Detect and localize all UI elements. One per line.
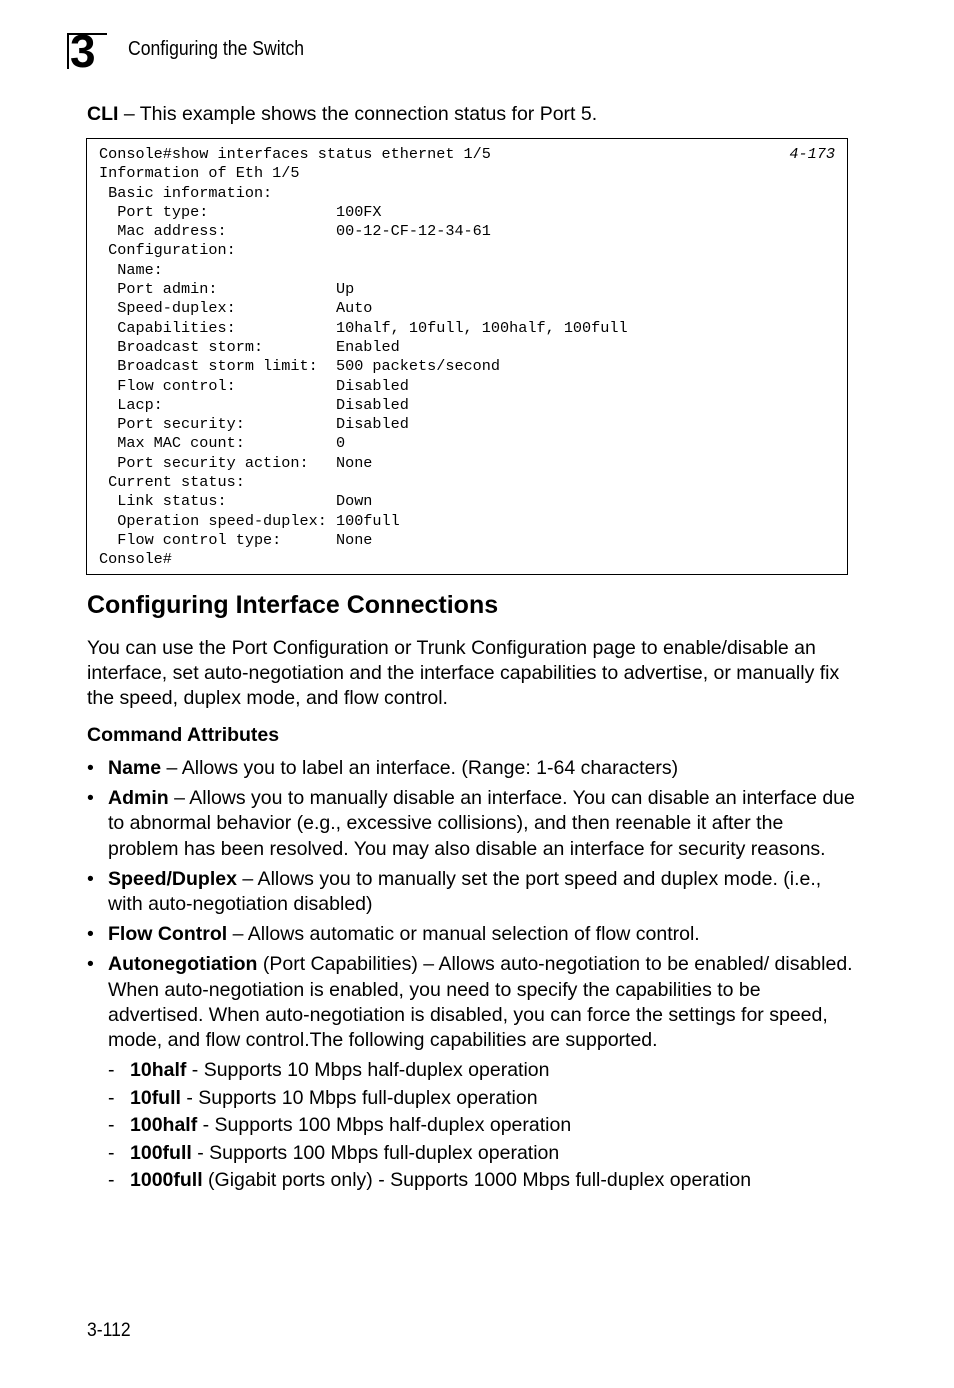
code-line: Capabilities: 10half, 10full, 100half, 100full bbox=[117, 318, 628, 337]
code-line: Mac address: 00-12-CF-12-34-61 bbox=[117, 222, 491, 241]
code-line: Broadcast storm limit: 500 packets/second bbox=[117, 357, 501, 376]
capability-item: - 10half - Supports 10 Mbps half-duplex operation bbox=[108, 1059, 550, 1082]
chapter-number: 3 bbox=[70, 25, 96, 77]
code-line: Link status: Down bbox=[117, 492, 373, 511]
capability-term: 100full bbox=[130, 1141, 192, 1164]
attribute-item: • Name – Allows you to label an interface. (Range: 1-64 characters) bbox=[87, 757, 679, 779]
code-line: Flow control type: None bbox=[117, 530, 373, 549]
capability-term: 1000full bbox=[130, 1169, 203, 1192]
code-line: Basic information: bbox=[108, 183, 273, 202]
attribute-term: Admin bbox=[108, 787, 169, 810]
code-line: Max MAC count: 0 bbox=[117, 434, 346, 453]
cli-example-code bbox=[99, 145, 628, 570]
code-line: Speed-duplex: Auto bbox=[117, 299, 373, 318]
attribute-item: • Admin – Allows you to manually disable an interface. You can disable an interface due to abnormal behavior (e.g., excessive collisions), and then reenable it after the problem has been resolved. You may also disable an interface for security reasons. bbox=[87, 787, 855, 860]
attribute-term: Name bbox=[108, 757, 162, 779]
code-line: Information of Eth 1/5 bbox=[99, 164, 300, 183]
attribute-desc: – Allows you to manually set the port speed and duplex mode. (i.e., with auto-negotiation disabled) bbox=[108, 867, 822, 916]
cli-label: CLI bbox=[87, 103, 119, 125]
capability-term: 10full bbox=[130, 1086, 181, 1109]
section-title: Configuring Interface Connections bbox=[87, 591, 499, 619]
attribute-term: Autonegotiation bbox=[108, 953, 258, 976]
code-line: Broadcast storm: Enabled bbox=[117, 337, 400, 356]
code-line: Port security: Disabled bbox=[117, 415, 409, 434]
running-header: Configuring the Switch bbox=[128, 38, 305, 60]
capability-item: - 100half - Supports 100 Mbps half-duplex operation bbox=[108, 1114, 572, 1137]
code-line: Operation speed-duplex: 100full bbox=[117, 511, 400, 530]
code-line: Flow control: Disabled bbox=[117, 376, 409, 395]
attribute-desc: – Allows you to manually disable an interface. You can disable an interface due to abnormal behavior (e.g., excessive collisions), and then reenable it after the problem has been resolved. You may also disable an interface for security reasons. bbox=[108, 787, 855, 860]
command-attributes-heading: Command Attributes bbox=[87, 724, 280, 746]
capability-term: 10half bbox=[130, 1059, 187, 1082]
page-number: 3-112 bbox=[87, 1319, 131, 1341]
code-line: Configuration: bbox=[108, 241, 236, 260]
attribute-desc: – Allows automatic or manual selection of flow control. bbox=[227, 923, 700, 946]
attribute-desc: (Port Capabilities) – Allows auto-negotiation to be enabled/ disabled. When auto-negotiation is enabled, you need to specify the capabilities to be advertised. When auto-negotiation is disabled, you can force the settings for speed, mode, and flow control.The following capabilities are supported. bbox=[108, 953, 853, 1052]
capability-desc: - Supports 100 Mbps half-duplex operation bbox=[197, 1114, 572, 1137]
attribute-term: Flow Control bbox=[108, 923, 228, 946]
code-line: Port type: 100FX bbox=[117, 202, 382, 221]
capability-desc: - Supports 10 Mbps half-duplex operation bbox=[186, 1059, 550, 1082]
capability-item: - 100full - Supports 100 Mbps full-duplex operation bbox=[108, 1141, 560, 1164]
code-line: Current status: bbox=[108, 473, 245, 492]
capability-desc: - Supports 100 Mbps full-duplex operation bbox=[191, 1141, 560, 1164]
code-line: Console#show interfaces status ethernet 1/5 bbox=[99, 145, 491, 163]
capability-item: - 1000full (Gigabit ports only) - Supports 1000 Mbps full-duplex operation bbox=[108, 1169, 752, 1192]
cli-intro bbox=[87, 102, 597, 126]
capabilities-list bbox=[108, 1057, 857, 1195]
cli-example-box bbox=[86, 138, 848, 575]
code-line: Port admin: Up bbox=[117, 280, 355, 299]
command-attributes-list bbox=[87, 756, 857, 1200]
cli-intro-text: – This example shows the connection status for Port 5. bbox=[118, 103, 598, 125]
section-intro: You can use the Port Configuration or Trunk Configuration page to enable/disable an interface, set auto-negotiation and the interface capabilities to advertise, or manually fix the speed, duplex mode, and flow control. bbox=[87, 637, 840, 709]
code-line: Lacp: Disabled bbox=[117, 395, 409, 414]
capability-term: 100half bbox=[130, 1114, 198, 1137]
capability-desc: (Gigabit ports only) - Supports 1000 Mbps full-duplex operation bbox=[202, 1169, 752, 1192]
capability-desc: - Supports 10 Mbps full-duplex operation bbox=[180, 1086, 538, 1109]
attribute-item: • Speed/Duplex – Allows you to manually set the port speed and duplex mode. (i.e., with auto-negotiation disabled) bbox=[87, 867, 822, 916]
code-line: Name: bbox=[117, 260, 163, 279]
code-line: Port security action: None bbox=[117, 453, 373, 472]
attribute-item: • Flow Control – Allows automatic or manual selection of flow control. bbox=[87, 923, 700, 946]
cli-reference: 4-173 bbox=[789, 145, 835, 163]
attribute-desc: – Allows you to label an interface. (Range: 1-64 characters) bbox=[161, 757, 679, 779]
attribute-term: Speed/Duplex bbox=[108, 867, 237, 890]
attribute-item: • Autonegotiation (Port Capabilities) – Allows auto-negotiation to be enabled/ disabled. When auto-negotiation is enabled, you need to specify the capabilities to be advertised. When auto-negotiation is disabled, you can force the settings for speed, mode, and flow control.The following capabilities are supported. - 10half - Supports 10 Mbps half-duplex operation - 10full - Supports 10 Mbps full-duplex operation - 100half - Supports 100 Mbps half-duplex operation - 100full - Supports 100 Mbps full-duplex operation - 1000full (Gigabit ports only) - Supports 1000 Mbps full-duplex operation bbox=[87, 952, 857, 1194]
code-line: Console# bbox=[99, 550, 172, 569]
capability-item: - 10full - Supports 10 Mbps full-duplex operation bbox=[108, 1086, 538, 1109]
